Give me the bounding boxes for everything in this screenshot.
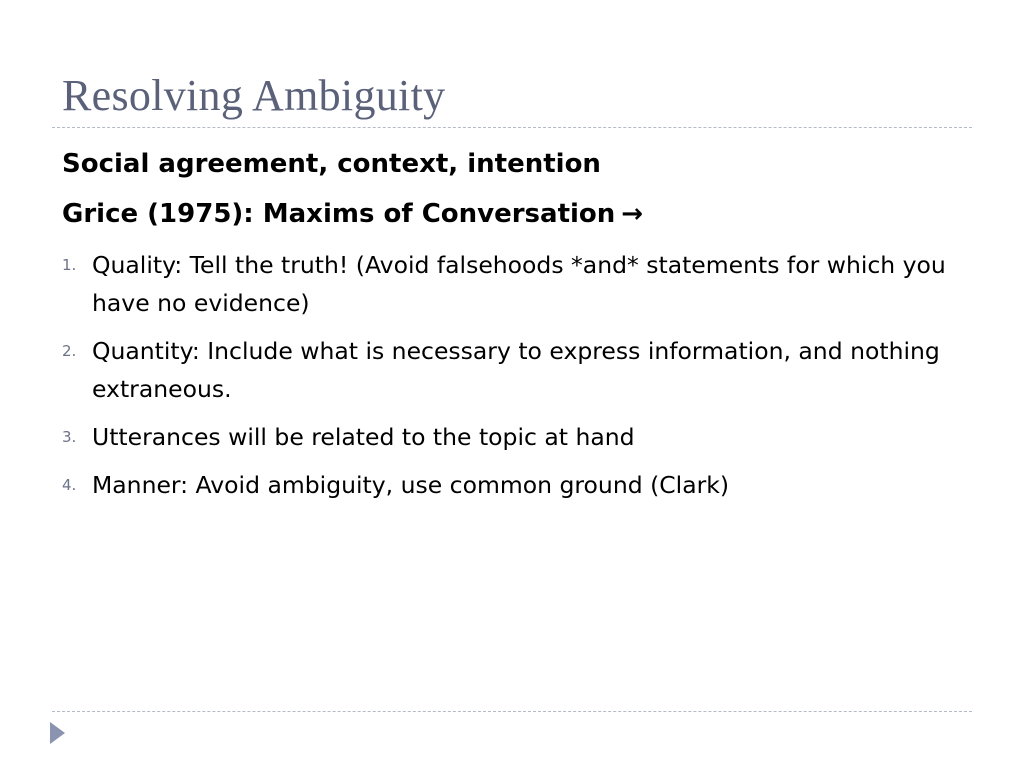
maxims-list <box>62 246 962 504</box>
heading-text: Grice (1975): Maxims of Conversation <box>62 199 616 229</box>
title-divider <box>52 127 972 128</box>
heading-grice-maxims <box>62 196 962 232</box>
list-item <box>62 332 962 408</box>
list-item-text: Utterances will be related to the topic at hand <box>92 423 635 451</box>
footer-divider <box>52 711 972 712</box>
list-item-text: Quality: Tell the truth! (Avoid falsehoods *and* statements for which you have no evidence) <box>92 251 946 317</box>
list-item-text: Quantity: Include what is necessary to express information, and nothing extraneous. <box>92 337 940 403</box>
list-number: 4. <box>62 476 77 494</box>
slide-body <box>62 146 962 514</box>
list-item <box>62 246 962 322</box>
heading-social-agreement <box>62 146 962 182</box>
heading-text: Social agreement, context, intention <box>62 149 601 179</box>
list-number: 2. <box>62 342 77 360</box>
list-item <box>62 418 962 456</box>
list-item-text: Manner: Avoid ambiguity, use common ground (Clark) <box>92 471 730 499</box>
list-item <box>62 466 962 504</box>
slide-title: Resolving Ambiguity <box>62 71 446 120</box>
right-arrow-icon: → <box>621 199 644 229</box>
play-triangle-icon[interactable] <box>50 722 65 744</box>
list-number: 3. <box>62 428 77 446</box>
list-number: 1. <box>62 256 77 274</box>
